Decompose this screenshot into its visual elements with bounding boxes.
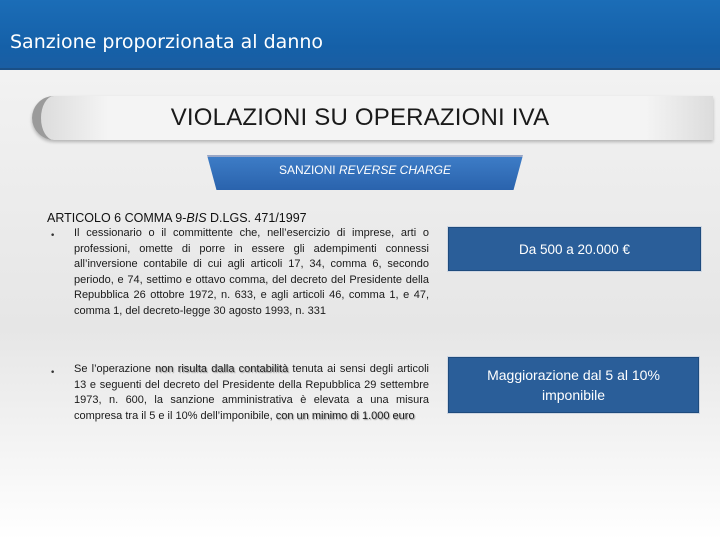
item-1-text: Il cessionario o il committente che, nell’esercizio di imprese, arti o professioni, omette di porre in essere gli adempimenti connessi all’inversione contabile di cui agli articoli 17, 34, comma 6, secondo periodo, e 74, settimo e ottavo comma, del decreto del Presidente della Repubblica 26 ottobre 1972, n. 633, e agli articoli 46, comma 1, e 47, comma 1, del decreto-legge 30 agosto 1993, n. 331 <box>74 227 429 317</box>
article-heading-italic: BIS <box>186 211 207 225</box>
article-heading <box>47 210 447 226</box>
ribbon-label <box>207 162 523 178</box>
slide-title: Sanzione proporzionata al danno <box>10 31 324 53</box>
bullet-1: • <box>50 231 56 241</box>
bullet-2: • <box>50 368 56 378</box>
item-2-text <box>74 362 429 424</box>
sanction-box-2-label: Maggiorazione dal 5 al 10% imponibile <box>487 367 660 403</box>
article-heading-prefix: ARTICOLO 6 COMMA 9- <box>47 211 187 225</box>
item-2-text-emphasis-2: con un minimo di 1.000 euro <box>275 409 415 422</box>
sanction-box-1-label: Da 500 a 20.000 € <box>518 241 631 257</box>
article-heading-suffix: D.LGS. 471/1997 <box>206 211 307 225</box>
item-2-text-part-1: Se l’operazione <box>74 363 156 375</box>
sanction-box-2 <box>447 356 700 414</box>
ribbon-label-italic: REVERSE CHARGE <box>338 163 452 177</box>
item-2-text-emphasis-1: non risulta dalla contabilità <box>155 363 289 375</box>
sanction-box-1 <box>447 226 702 272</box>
banner-title: VIOLAZIONI SU OPERAZIONI IVA <box>170 104 550 131</box>
item-2-text-part-3: tenuta ai sensi degli articoli 13 e seguenti del decreto del Presidente della Repubblica 29 settembre 1973, n. 600, la sanzione amministrativa è elevata a una misura compresa tra il 5 e il 10% dell’imponibile, <box>74 363 429 422</box>
slide-header <box>0 0 720 70</box>
ribbon-label-prefix: SANZIONI <box>278 163 339 177</box>
